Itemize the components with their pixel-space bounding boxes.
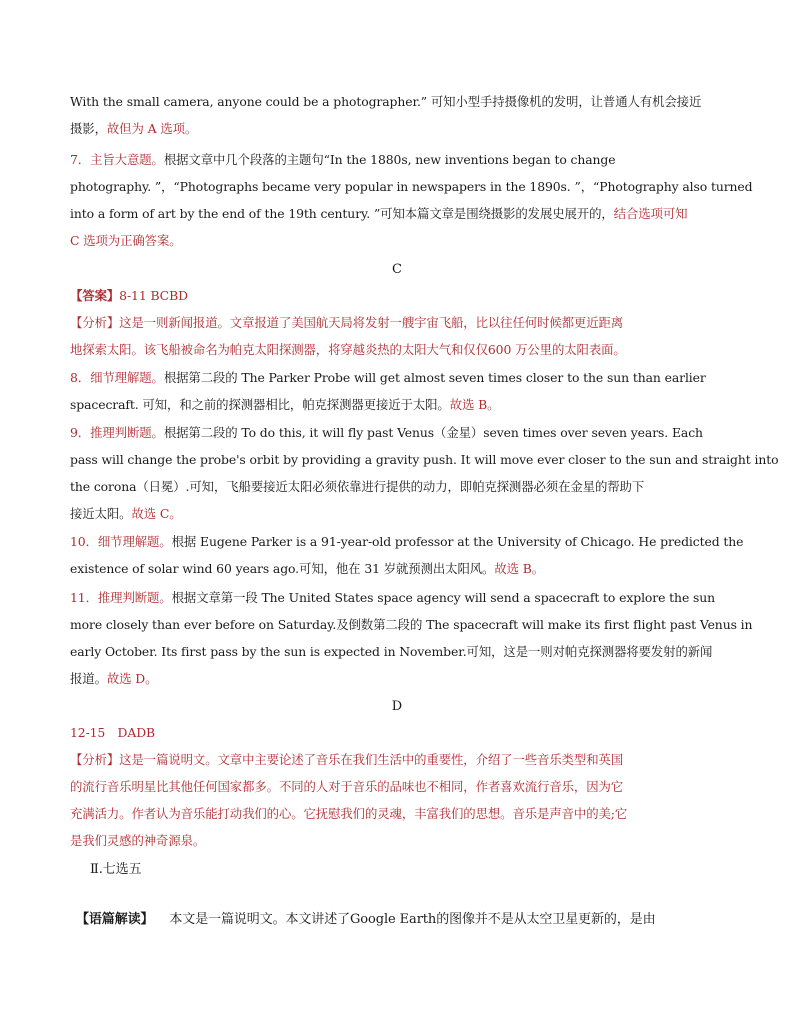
text-line: [70, 590, 724, 606]
text-line: [70, 288, 724, 304]
text-line: [70, 233, 724, 249]
text-span: spacecraft. 可知，和之前的探测器相比，帕克探测器更接近于太阳。: [70, 397, 450, 412]
text-span: 根据文章第一段 The United States space agency will send a spacecraft to explore the sun: [171, 590, 716, 605]
text-span: 根据 Eugene Parker is a 91-year-old professor at the University of Chicago. He predicted the: [171, 534, 744, 549]
text-line: [70, 617, 753, 633]
analysis-text: 【分析】这是一则新闻报道。文章报道了美国航天局将发射一艘宇宙飞船，比以往任何时候都更近距离: [70, 315, 624, 330]
text-line: [70, 644, 724, 660]
question-type: 8．细节理解题。: [70, 370, 164, 385]
text-line: [70, 752, 724, 768]
text-line: [70, 725, 724, 741]
analysis-text: 是我们灵感的神奇源泉。: [70, 833, 206, 848]
text-span: 报道。: [70, 671, 107, 686]
text-span: early October. Its first pass by the sun is expected in November.可知，这是一则对帕克探测器将要发射的新闻: [70, 644, 713, 659]
answer-text: 故选 B。: [449, 397, 500, 412]
text-line: [70, 315, 724, 331]
answer-text: 12-15 DADB: [70, 725, 156, 740]
analysis-text: 的流行音乐明星比其他任何国家都多。不同的人对于音乐的品味也不相同，作者喜欢流行音乐，因为它: [70, 779, 624, 794]
text-line: [70, 779, 724, 795]
text-line: [70, 370, 724, 386]
question-type: 7．主旨大意题。: [70, 152, 164, 167]
answer-text: 故但为 A 选项。: [106, 121, 198, 136]
text-line: [70, 561, 724, 577]
answer-text: 故选 B。: [494, 561, 545, 576]
text-span: photography. ”，“Photographs became very popular in newspapers in the 1890s. ”，“Photography also turned: [70, 179, 753, 194]
text-line: [70, 833, 724, 849]
text-line: [70, 179, 753, 195]
answer-text: 故选 C。: [131, 506, 182, 521]
answer-text: 故选 D。: [106, 671, 158, 686]
discourse-label: 【语篇解读】: [76, 912, 154, 927]
text-line: [70, 121, 724, 137]
text-span: pass will change the probe's orbit by providing a gravity push. It will move ever closer to the sun and straight into: [70, 452, 779, 467]
text-span: 根据第二段的 To do this, it will fly past Venus（金星）seven times over seven years. Each: [163, 425, 703, 440]
text-line: [70, 479, 724, 495]
analysis-text: 充满活力。作者认为音乐能打动我们的心。它抚慰我们的灵魂，丰富我们的思想。音乐是声音中的美;它: [70, 806, 628, 821]
text-span: into a form of art by the end of the 19th century. ”可知本篇文章是围绕摄影的发展史展开的，: [70, 206, 614, 221]
text-line: [70, 94, 724, 110]
text-span: With the small camera, anyone could be a photographer.” 可知小型手持摄像机的发明，让普通人有机会接近: [70, 94, 702, 109]
answer-label: 【答案】: [70, 288, 120, 303]
text-line: [70, 506, 724, 522]
text-span: 接近太阳。: [70, 506, 132, 521]
text-line: [70, 152, 724, 168]
text-span: 本文是一篇说明文。本文讲述了Google Earth的图像并不是从太空卫星更新的，是由: [169, 912, 656, 927]
text-span: 根据第二段的 The Parker Probe will get almost seven times closer to the sun than earlier: [163, 370, 706, 385]
question-type: 10．细节理解题。: [70, 534, 172, 549]
question-type: 9．推理判断题。: [70, 425, 164, 440]
text-line: [76, 912, 726, 928]
text-line: [70, 342, 724, 358]
text-span: more closely than ever before on Saturday.及倒数第二段的 The spacecraft will make its first flight past Venus in: [70, 617, 753, 632]
text-span: 摄影，: [70, 121, 107, 136]
analysis-text: 地探索太阳。该飞船被命名为帕克太阳探测器，将穿越炎热的太阳大气和仅仅600 万公里的太阳表面。: [70, 342, 626, 357]
answer-text: C 选项为正确答案。: [70, 233, 182, 248]
text-line: [70, 534, 744, 550]
text-line: [70, 671, 724, 687]
text-line: [70, 206, 724, 222]
text-span: the corona（日冕）.可知，飞船要接近太阳必须依靠进行提供的动力，即帕克探测器必须在金星的帮助下: [70, 479, 645, 494]
answer-text: 8-11 BCBD: [119, 288, 188, 303]
text-line: [70, 452, 779, 468]
text-line: [70, 806, 724, 822]
text-line: [70, 425, 724, 441]
analysis-text: 【分析】这是一篇说明文。文章中主要论述了音乐在我们生活中的重要性，介绍了一些音乐类型和英国: [70, 752, 624, 767]
section-heading-c: C: [392, 262, 402, 277]
question-type: 11．推理判断题。: [70, 590, 172, 605]
section-heading-d: D: [391, 699, 403, 714]
answer-text: 结合选项可知: [613, 206, 688, 221]
section-heading-seven-choose-five: Ⅱ.七选五: [90, 862, 142, 877]
text-span: existence of solar wind 60 years ago.可知，他在 31 岁就预测出太阳风。: [70, 561, 495, 576]
text-span: 根据文章中几个段落的主题句“In the 1880s, new inventions began to change: [163, 152, 616, 167]
text-line: [70, 397, 724, 413]
